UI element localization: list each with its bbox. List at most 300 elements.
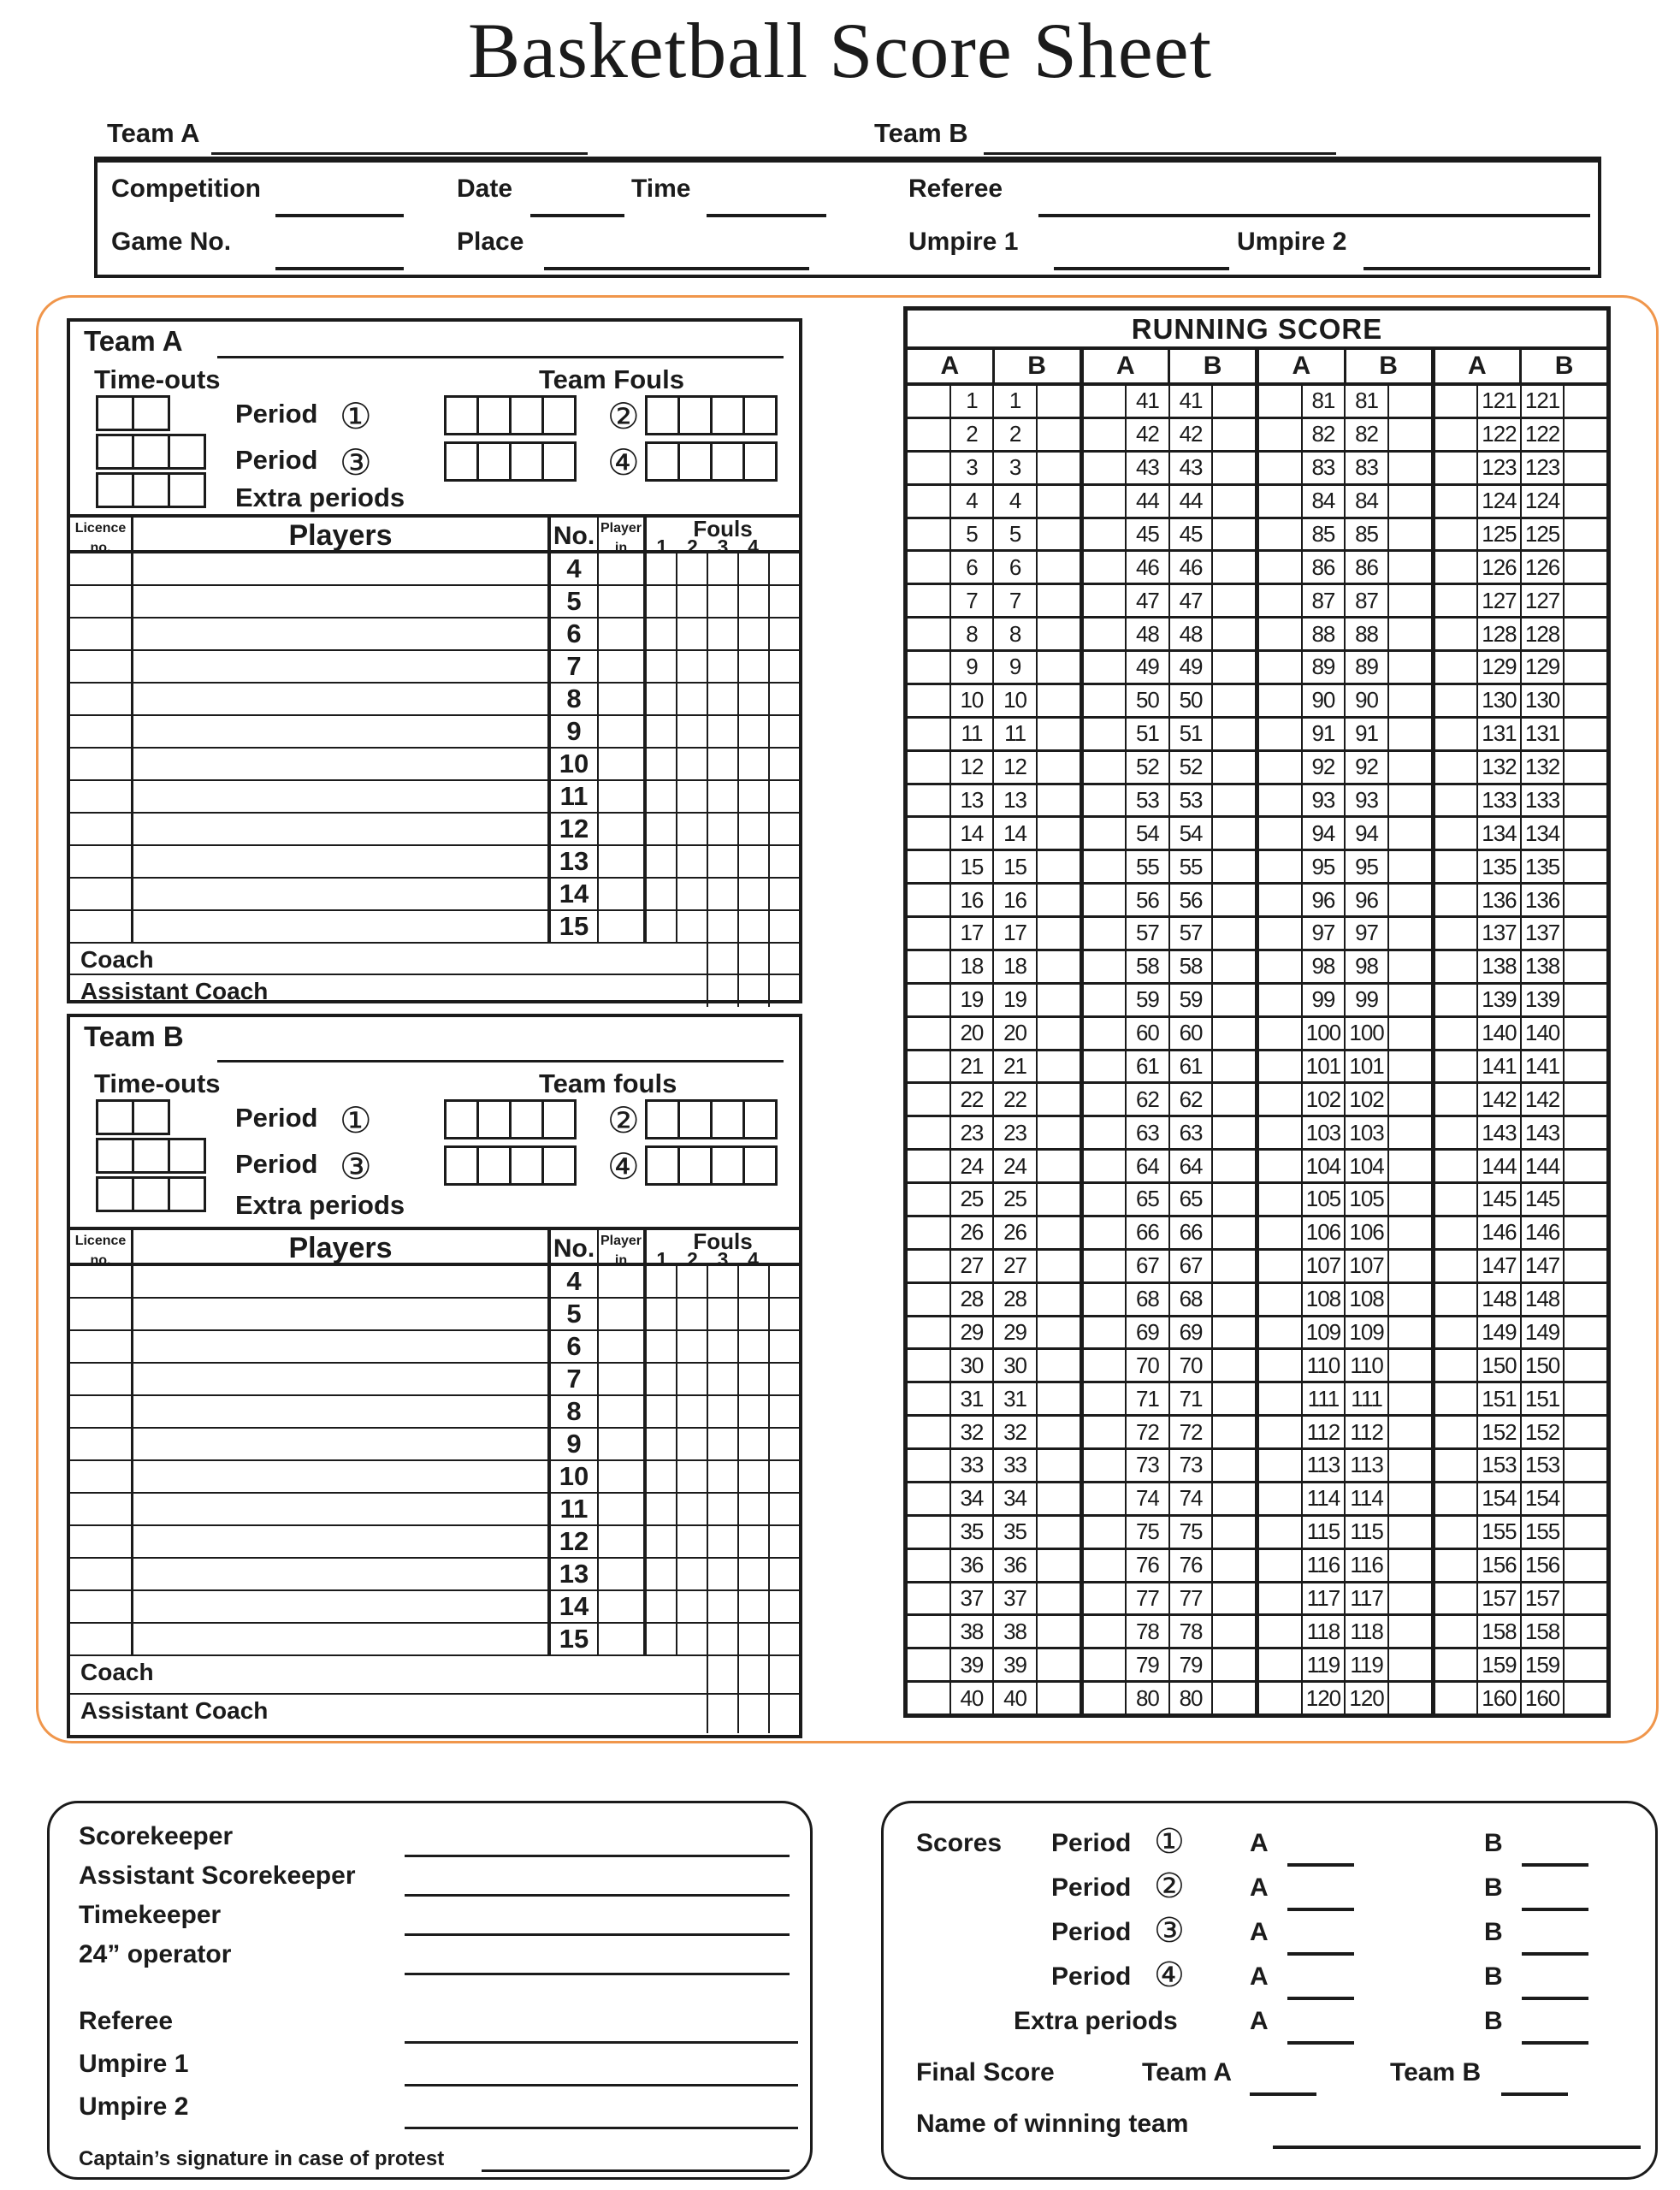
running-score-mark-cell-b[interactable] — [1563, 1051, 1606, 1082]
final-team-b-field[interactable] — [1501, 2092, 1568, 2096]
team-a-foul-cell[interactable] — [737, 749, 768, 779]
running-score-mark-cell-a[interactable] — [1435, 1117, 1477, 1148]
running-score-mark-cell-a[interactable] — [1084, 918, 1126, 949]
team-b-player-in-cell[interactable] — [599, 1559, 647, 1589]
running-score-mark-cell-a[interactable] — [1259, 851, 1301, 882]
game-no-field[interactable] — [275, 267, 404, 270]
running-score-mark-cell-b[interactable] — [1211, 851, 1255, 882]
team-b-foul-cell[interactable] — [768, 1429, 799, 1459]
running-score-mark-cell-a[interactable] — [1435, 619, 1477, 649]
running-score-mark-cell-a[interactable] — [908, 785, 949, 816]
running-score-number-cell-a[interactable]: 78 — [1125, 1616, 1168, 1647]
team-b-team-foul-box[interactable] — [742, 1099, 778, 1139]
running-score-number-cell-b[interactable]: 24 — [992, 1151, 1036, 1181]
running-score-number-cell-b[interactable]: 99 — [1344, 985, 1387, 1015]
team-b-player-name-cell[interactable] — [133, 1461, 551, 1492]
running-score-mark-cell-b[interactable] — [1211, 1550, 1255, 1581]
running-score-mark-cell-b[interactable] — [1036, 785, 1080, 816]
running-score-number-cell-b[interactable]: 17 — [992, 918, 1036, 949]
period-3-b-field[interactable] — [1522, 1952, 1588, 1956]
running-score-mark-cell-b[interactable] — [1563, 951, 1606, 982]
running-score-mark-cell-b[interactable] — [1563, 1417, 1606, 1447]
team-b-foul-cell[interactable] — [676, 1364, 707, 1394]
running-score-number-cell-a[interactable]: 156 — [1476, 1550, 1520, 1581]
running-score-mark-cell-b[interactable] — [1036, 1117, 1080, 1148]
team-b-team-foul-box[interactable] — [677, 1145, 713, 1186]
team-a-foul-cell[interactable] — [737, 684, 768, 714]
running-score-number-cell-b[interactable]: 48 — [1168, 619, 1212, 649]
team-a-player-name-cell[interactable] — [133, 651, 551, 682]
team-b-foul-cell[interactable] — [676, 1591, 707, 1622]
running-score-mark-cell-b[interactable] — [1563, 453, 1606, 483]
running-score-number-cell-b[interactable]: 83 — [1344, 453, 1387, 483]
running-score-mark-cell-a[interactable] — [1084, 1317, 1126, 1348]
running-score-number-cell-b[interactable]: 91 — [1344, 719, 1387, 749]
team-a-foul-cell[interactable] — [676, 749, 707, 779]
running-score-number-cell-a[interactable]: 125 — [1476, 519, 1520, 550]
running-score-mark-cell-a[interactable] — [908, 386, 949, 417]
running-score-mark-cell-b[interactable] — [1387, 1450, 1431, 1481]
running-score-mark-cell-b[interactable] — [1387, 386, 1431, 417]
team-a-foul-cell[interactable] — [768, 716, 799, 747]
running-score-number-cell-b[interactable]: 16 — [992, 885, 1036, 915]
running-score-number-cell-b[interactable]: 23 — [992, 1117, 1036, 1148]
running-score-mark-cell-b[interactable] — [1387, 951, 1431, 982]
team-a-foul-cell[interactable] — [676, 651, 707, 682]
running-score-number-cell-a[interactable]: 134 — [1476, 818, 1520, 849]
running-score-mark-cell-b[interactable] — [1563, 851, 1606, 882]
running-score-mark-cell-b[interactable] — [1211, 1151, 1255, 1181]
team-b-player-name-cell[interactable] — [133, 1266, 551, 1297]
running-score-number-cell-b[interactable]: 2 — [992, 419, 1036, 450]
running-score-mark-cell-b[interactable] — [1036, 752, 1080, 783]
running-score-mark-cell-a[interactable] — [908, 1117, 949, 1148]
running-score-number-cell-a[interactable]: 111 — [1301, 1383, 1345, 1414]
running-score-number-cell-a[interactable]: 24 — [949, 1151, 993, 1181]
running-score-number-cell-a[interactable]: 43 — [1125, 453, 1168, 483]
running-score-number-cell-a[interactable]: 87 — [1301, 585, 1345, 616]
team-b-licence-cell[interactable] — [70, 1591, 133, 1622]
running-score-mark-cell-b[interactable] — [1563, 652, 1606, 683]
running-score-mark-cell-b[interactable] — [1036, 1251, 1080, 1281]
team-b-foul-cell[interactable] — [707, 1364, 737, 1394]
running-score-mark-cell-a[interactable] — [1084, 885, 1126, 915]
running-score-number-cell-a[interactable]: 4 — [949, 486, 993, 517]
team-a-team-foul-box[interactable] — [710, 395, 745, 435]
running-score-mark-cell-a[interactable] — [1259, 486, 1301, 517]
running-score-mark-cell-a[interactable] — [1084, 1284, 1126, 1315]
running-score-number-cell-a[interactable]: 16 — [949, 885, 993, 915]
running-score-mark-cell-a[interactable] — [1435, 1583, 1477, 1614]
running-score-number-cell-b[interactable]: 137 — [1520, 918, 1564, 949]
running-score-number-cell-a[interactable]: 155 — [1476, 1517, 1520, 1548]
running-score-mark-cell-b[interactable] — [1036, 1683, 1080, 1714]
team-a-team-foul-box[interactable] — [509, 395, 544, 435]
running-score-number-cell-a[interactable]: 107 — [1301, 1251, 1345, 1281]
running-score-number-cell-a[interactable]: 23 — [949, 1117, 993, 1148]
running-score-number-cell-a[interactable]: 27 — [949, 1251, 993, 1281]
running-score-mark-cell-b[interactable] — [1211, 652, 1255, 683]
running-score-number-cell-a[interactable]: 80 — [1125, 1683, 1168, 1714]
running-score-mark-cell-b[interactable] — [1036, 386, 1080, 417]
team-a-foul-cell[interactable] — [647, 553, 676, 584]
running-score-mark-cell-b[interactable] — [1211, 1683, 1255, 1714]
team-a-foul-cell[interactable] — [707, 781, 737, 812]
running-score-number-cell-a[interactable]: 74 — [1125, 1483, 1168, 1514]
running-score-number-cell-a[interactable]: 128 — [1476, 619, 1520, 649]
running-score-mark-cell-a[interactable] — [1259, 1317, 1301, 1348]
running-score-mark-cell-b[interactable] — [1563, 1683, 1606, 1714]
running-score-mark-cell-a[interactable] — [908, 519, 949, 550]
running-score-number-cell-a[interactable]: 160 — [1476, 1683, 1520, 1714]
running-score-number-cell-a[interactable]: 86 — [1301, 552, 1345, 583]
running-score-mark-cell-a[interactable] — [1084, 552, 1126, 583]
team-b-team-foul-box[interactable] — [509, 1099, 544, 1139]
running-score-number-cell-a[interactable]: 129 — [1476, 652, 1520, 683]
running-score-number-cell-a[interactable]: 97 — [1301, 918, 1345, 949]
running-score-number-cell-b[interactable]: 6 — [992, 552, 1036, 583]
running-score-mark-cell-a[interactable] — [1084, 585, 1126, 616]
running-score-mark-cell-b[interactable] — [1211, 486, 1255, 517]
team-b-licence-cell[interactable] — [70, 1331, 133, 1362]
team-b-coach-foul-cell[interactable] — [707, 1695, 737, 1733]
running-score-mark-cell-a[interactable] — [1084, 1151, 1126, 1181]
running-score-mark-cell-b[interactable] — [1387, 1517, 1431, 1548]
running-score-number-cell-b[interactable]: 85 — [1344, 519, 1387, 550]
running-score-mark-cell-a[interactable] — [1435, 1616, 1477, 1647]
team-a-foul-cell[interactable] — [737, 879, 768, 909]
running-score-number-cell-b[interactable]: 40 — [992, 1683, 1036, 1714]
running-score-number-cell-b[interactable]: 135 — [1520, 851, 1564, 882]
running-score-number-cell-b[interactable]: 131 — [1520, 719, 1564, 749]
running-score-number-cell-b[interactable]: 30 — [992, 1350, 1036, 1381]
team-a-player-name-cell[interactable] — [133, 553, 551, 584]
running-score-mark-cell-a[interactable] — [1084, 386, 1126, 417]
running-score-number-cell-a[interactable]: 112 — [1301, 1417, 1345, 1447]
team-b-foul-cell[interactable] — [676, 1559, 707, 1589]
running-score-number-cell-a[interactable]: 52 — [1125, 752, 1168, 783]
running-score-number-cell-b[interactable]: 64 — [1168, 1151, 1212, 1181]
team-a-licence-cell[interactable] — [70, 651, 133, 682]
running-score-mark-cell-b[interactable] — [1036, 1450, 1080, 1481]
running-score-number-cell-a[interactable]: 9 — [949, 652, 993, 683]
running-score-number-cell-b[interactable]: 28 — [992, 1284, 1036, 1315]
running-score-mark-cell-b[interactable] — [1387, 1417, 1431, 1447]
running-score-mark-cell-b[interactable] — [1563, 918, 1606, 949]
running-score-number-cell-b[interactable]: 116 — [1344, 1550, 1387, 1581]
running-score-number-cell-a[interactable]: 77 — [1125, 1583, 1168, 1614]
team-b-foul-cell[interactable] — [676, 1331, 707, 1362]
period-2-a-field[interactable] — [1287, 1908, 1354, 1911]
team-a-foul-cell[interactable] — [768, 651, 799, 682]
team-a-team-foul-box[interactable] — [444, 395, 479, 435]
team-a-team-foul-box[interactable] — [509, 441, 544, 482]
running-score-mark-cell-b[interactable] — [1211, 1317, 1255, 1348]
umpire1-field[interactable] — [1054, 267, 1229, 270]
running-score-mark-cell-a[interactable] — [1259, 1084, 1301, 1115]
running-score-number-cell-b[interactable]: 45 — [1168, 519, 1212, 550]
running-score-number-cell-a[interactable]: 17 — [949, 918, 993, 949]
running-score-number-cell-b[interactable]: 133 — [1520, 785, 1564, 816]
running-score-number-cell-b[interactable]: 139 — [1520, 985, 1564, 1015]
running-score-mark-cell-a[interactable] — [1435, 851, 1477, 882]
team-b-foul-cell[interactable] — [647, 1266, 676, 1297]
running-score-number-cell-a[interactable]: 40 — [949, 1683, 993, 1714]
running-score-mark-cell-b[interactable] — [1036, 1018, 1080, 1049]
running-score-number-cell-a[interactable]: 41 — [1125, 386, 1168, 417]
running-score-number-cell-a[interactable]: 149 — [1476, 1317, 1520, 1348]
team-b-foul-cell[interactable] — [676, 1299, 707, 1329]
running-score-number-cell-b[interactable]: 27 — [992, 1251, 1036, 1281]
team-b-foul-cell[interactable] — [737, 1624, 768, 1654]
running-score-number-cell-a[interactable]: 21 — [949, 1051, 993, 1082]
running-score-mark-cell-a[interactable] — [908, 652, 949, 683]
running-score-mark-cell-a[interactable] — [908, 1217, 949, 1248]
team-b-team-foul-box[interactable] — [541, 1099, 577, 1139]
team-b-foul-cell[interactable] — [737, 1429, 768, 1459]
team-a-team-foul-box[interactable] — [742, 441, 778, 482]
running-score-number-cell-b[interactable]: 78 — [1168, 1616, 1212, 1647]
team-b-foul-cell[interactable] — [676, 1396, 707, 1427]
team-a-foul-cell[interactable] — [707, 651, 737, 682]
running-score-number-cell-b[interactable]: 63 — [1168, 1117, 1212, 1148]
running-score-mark-cell-a[interactable] — [1435, 1483, 1477, 1514]
running-score-mark-cell-b[interactable] — [1387, 1383, 1431, 1414]
running-score-mark-cell-a[interactable] — [1259, 1517, 1301, 1548]
running-score-mark-cell-a[interactable] — [1084, 1616, 1126, 1647]
running-score-number-cell-a[interactable]: 56 — [1125, 885, 1168, 915]
running-score-mark-cell-a[interactable] — [1435, 1151, 1477, 1181]
team-a-player-in-cell[interactable] — [599, 814, 647, 844]
running-score-mark-cell-a[interactable] — [1435, 818, 1477, 849]
team-b-foul-cell[interactable] — [647, 1591, 676, 1622]
running-score-mark-cell-a[interactable] — [908, 1583, 949, 1614]
running-score-number-cell-b[interactable]: 7 — [992, 585, 1036, 616]
team-a-team-foul-box[interactable] — [677, 395, 713, 435]
team-b-foul-cell[interactable] — [737, 1461, 768, 1492]
running-score-mark-cell-a[interactable] — [1259, 386, 1301, 417]
team-b-licence-cell[interactable] — [70, 1494, 133, 1524]
team-b-player-name-cell[interactable] — [133, 1559, 551, 1589]
running-score-mark-cell-b[interactable] — [1211, 1649, 1255, 1680]
running-score-mark-cell-b[interactable] — [1387, 519, 1431, 550]
team-b-foul-cell[interactable] — [647, 1331, 676, 1362]
running-score-number-cell-a[interactable]: 132 — [1476, 752, 1520, 783]
running-score-number-cell-a[interactable]: 46 — [1125, 552, 1168, 583]
running-score-mark-cell-b[interactable] — [1036, 1284, 1080, 1315]
team-b-foul-cell[interactable] — [768, 1591, 799, 1622]
running-score-mark-cell-a[interactable] — [1259, 619, 1301, 649]
team-b-foul-cell[interactable] — [737, 1364, 768, 1394]
running-score-mark-cell-b[interactable] — [1211, 1450, 1255, 1481]
running-score-mark-cell-a[interactable] — [1435, 1184, 1477, 1215]
running-score-number-cell-b[interactable]: 69 — [1168, 1317, 1212, 1348]
running-score-mark-cell-b[interactable] — [1387, 1550, 1431, 1581]
running-score-mark-cell-a[interactable] — [1084, 1483, 1126, 1514]
running-score-mark-cell-a[interactable] — [1084, 453, 1126, 483]
running-score-number-cell-b[interactable]: 151 — [1520, 1383, 1564, 1414]
running-score-mark-cell-b[interactable] — [1036, 1084, 1080, 1115]
running-score-mark-cell-b[interactable] — [1387, 619, 1431, 649]
running-score-mark-cell-a[interactable] — [1259, 1051, 1301, 1082]
team-a-foul-cell[interactable] — [707, 879, 737, 909]
team-b-coach-foul-cell[interactable] — [768, 1656, 799, 1693]
running-score-mark-cell-b[interactable] — [1211, 818, 1255, 849]
team-a-player-name-cell[interactable] — [133, 716, 551, 747]
running-score-number-cell-a[interactable]: 58 — [1125, 951, 1168, 982]
running-score-number-cell-b[interactable]: 86 — [1344, 552, 1387, 583]
umpire2-sign-field[interactable] — [405, 2127, 798, 2129]
running-score-number-cell-b[interactable]: 84 — [1344, 486, 1387, 517]
team-b-foul-cell[interactable] — [676, 1526, 707, 1557]
running-score-mark-cell-b[interactable] — [1387, 1350, 1431, 1381]
running-score-mark-cell-a[interactable] — [1084, 1084, 1126, 1115]
running-score-mark-cell-b[interactable] — [1387, 1583, 1431, 1614]
running-score-mark-cell-b[interactable] — [1036, 1517, 1080, 1548]
running-score-mark-cell-a[interactable] — [908, 719, 949, 749]
running-score-number-cell-b[interactable]: 105 — [1344, 1184, 1387, 1215]
running-score-number-cell-b[interactable]: 110 — [1344, 1350, 1387, 1381]
running-score-number-cell-a[interactable]: 48 — [1125, 619, 1168, 649]
team-b-foul-cell[interactable] — [737, 1396, 768, 1427]
running-score-mark-cell-b[interactable] — [1387, 752, 1431, 783]
running-score-mark-cell-a[interactable] — [1435, 951, 1477, 982]
running-score-number-cell-a[interactable]: 116 — [1301, 1550, 1345, 1581]
running-score-number-cell-a[interactable]: 121 — [1476, 386, 1520, 417]
running-score-mark-cell-b[interactable] — [1211, 1517, 1255, 1548]
running-score-mark-cell-b[interactable] — [1387, 1483, 1431, 1514]
running-score-number-cell-a[interactable]: 120 — [1301, 1683, 1345, 1714]
running-score-number-cell-b[interactable]: 144 — [1520, 1151, 1564, 1181]
running-score-mark-cell-a[interactable] — [1259, 453, 1301, 483]
running-score-mark-cell-b[interactable] — [1387, 1018, 1431, 1049]
running-score-number-cell-b[interactable]: 104 — [1344, 1151, 1387, 1181]
running-score-mark-cell-a[interactable] — [908, 918, 949, 949]
running-score-mark-cell-a[interactable] — [908, 1251, 949, 1281]
team-a-foul-cell[interactable] — [707, 586, 737, 617]
running-score-number-cell-b[interactable]: 76 — [1168, 1550, 1212, 1581]
running-score-mark-cell-b[interactable] — [1036, 851, 1080, 882]
running-score-number-cell-a[interactable]: 135 — [1476, 851, 1520, 882]
running-score-mark-cell-b[interactable] — [1211, 951, 1255, 982]
running-score-number-cell-b[interactable]: 108 — [1344, 1284, 1387, 1315]
team-a-licence-cell[interactable] — [70, 814, 133, 844]
team-b-foul-cell[interactable] — [737, 1526, 768, 1557]
running-score-number-cell-b[interactable]: 8 — [992, 619, 1036, 649]
team-a-foul-cell[interactable] — [676, 716, 707, 747]
team-b-foul-cell[interactable] — [768, 1299, 799, 1329]
running-score-number-cell-a[interactable]: 103 — [1301, 1117, 1345, 1148]
running-score-mark-cell-a[interactable] — [1084, 752, 1126, 783]
team-a-player-name-cell[interactable] — [133, 586, 551, 617]
running-score-mark-cell-b[interactable] — [1387, 1616, 1431, 1647]
time-field[interactable] — [707, 214, 826, 217]
running-score-number-cell-b[interactable]: 67 — [1168, 1251, 1212, 1281]
team-b-foul-cell[interactable] — [676, 1266, 707, 1297]
running-score-mark-cell-b[interactable] — [1211, 1284, 1255, 1315]
team-a-foul-cell[interactable] — [768, 619, 799, 649]
running-score-number-cell-a[interactable]: 29 — [949, 1317, 993, 1348]
running-score-number-cell-b[interactable]: 113 — [1344, 1450, 1387, 1481]
running-score-number-cell-b[interactable]: 128 — [1520, 619, 1564, 649]
running-score-mark-cell-b[interactable] — [1387, 719, 1431, 749]
running-score-number-cell-a[interactable]: 44 — [1125, 486, 1168, 517]
running-score-number-cell-b[interactable]: 88 — [1344, 619, 1387, 649]
running-score-number-cell-b[interactable]: 65 — [1168, 1184, 1212, 1215]
running-score-number-cell-b[interactable]: 95 — [1344, 851, 1387, 882]
team-b-foul-cell[interactable] — [737, 1559, 768, 1589]
running-score-number-cell-b[interactable]: 22 — [992, 1084, 1036, 1115]
running-score-mark-cell-b[interactable] — [1563, 985, 1606, 1015]
running-score-mark-cell-b[interactable] — [1563, 1483, 1606, 1514]
running-score-mark-cell-a[interactable] — [1259, 752, 1301, 783]
running-score-number-cell-b[interactable]: 129 — [1520, 652, 1564, 683]
running-score-number-cell-b[interactable]: 43 — [1168, 453, 1212, 483]
running-score-mark-cell-b[interactable] — [1036, 685, 1080, 716]
running-score-mark-cell-a[interactable] — [1435, 1217, 1477, 1248]
running-score-number-cell-a[interactable]: 31 — [949, 1383, 993, 1414]
running-score-number-cell-a[interactable]: 136 — [1476, 885, 1520, 915]
running-score-mark-cell-a[interactable] — [1084, 1018, 1126, 1049]
running-score-number-cell-a[interactable]: 143 — [1476, 1117, 1520, 1148]
scorekeeper-field[interactable] — [405, 1855, 790, 1857]
team-b-player-in-cell[interactable] — [599, 1266, 647, 1297]
running-score-number-cell-b[interactable]: 155 — [1520, 1517, 1564, 1548]
running-score-mark-cell-a[interactable] — [908, 951, 949, 982]
running-score-mark-cell-a[interactable] — [1084, 719, 1126, 749]
running-score-mark-cell-b[interactable] — [1563, 1583, 1606, 1614]
running-score-number-cell-b[interactable]: 134 — [1520, 818, 1564, 849]
running-score-mark-cell-b[interactable] — [1387, 585, 1431, 616]
team-a-player-in-cell[interactable] — [599, 716, 647, 747]
running-score-number-cell-b[interactable]: 73 — [1168, 1450, 1212, 1481]
running-score-mark-cell-a[interactable] — [908, 752, 949, 783]
team-a-foul-cell[interactable] — [647, 684, 676, 714]
running-score-number-cell-b[interactable]: 150 — [1520, 1350, 1564, 1381]
team-b-player-name-cell[interactable] — [133, 1494, 551, 1524]
running-score-number-cell-b[interactable]: 119 — [1344, 1649, 1387, 1680]
running-score-number-cell-b[interactable]: 106 — [1344, 1217, 1387, 1248]
team-b-coach-foul-cell[interactable] — [737, 1656, 768, 1693]
team-a-foul-cell[interactable] — [647, 651, 676, 682]
team-b-team-foul-box[interactable] — [742, 1145, 778, 1186]
team-b-player-in-cell[interactable] — [599, 1331, 647, 1362]
running-score-number-cell-a[interactable]: 159 — [1476, 1649, 1520, 1680]
running-score-mark-cell-b[interactable] — [1387, 1051, 1431, 1082]
team-a-player-in-cell[interactable] — [599, 553, 647, 584]
running-score-mark-cell-a[interactable] — [1259, 1483, 1301, 1514]
running-score-number-cell-a[interactable]: 140 — [1476, 1018, 1520, 1049]
running-score-number-cell-b[interactable]: 61 — [1168, 1051, 1212, 1082]
running-score-number-cell-a[interactable]: 38 — [949, 1616, 993, 1647]
running-score-mark-cell-b[interactable] — [1563, 1184, 1606, 1215]
team-a-foul-cell[interactable] — [676, 814, 707, 844]
running-score-number-cell-a[interactable]: 141 — [1476, 1051, 1520, 1082]
running-score-mark-cell-b[interactable] — [1211, 585, 1255, 616]
team-b-foul-cell[interactable] — [647, 1396, 676, 1427]
running-score-number-cell-b[interactable]: 81 — [1344, 386, 1387, 417]
running-score-mark-cell-a[interactable] — [1435, 1284, 1477, 1315]
team-a-coach-foul-cell[interactable] — [737, 944, 768, 974]
running-score-mark-cell-a[interactable] — [1084, 1583, 1126, 1614]
running-score-number-cell-b[interactable]: 142 — [1520, 1084, 1564, 1115]
running-score-number-cell-a[interactable]: 119 — [1301, 1649, 1345, 1680]
team-a-player-name-cell[interactable] — [133, 684, 551, 714]
period-3-a-field[interactable] — [1287, 1952, 1354, 1956]
running-score-mark-cell-b[interactable] — [1387, 1284, 1431, 1315]
running-score-number-cell-a[interactable]: 8 — [949, 619, 993, 649]
running-score-mark-cell-a[interactable] — [1259, 885, 1301, 915]
